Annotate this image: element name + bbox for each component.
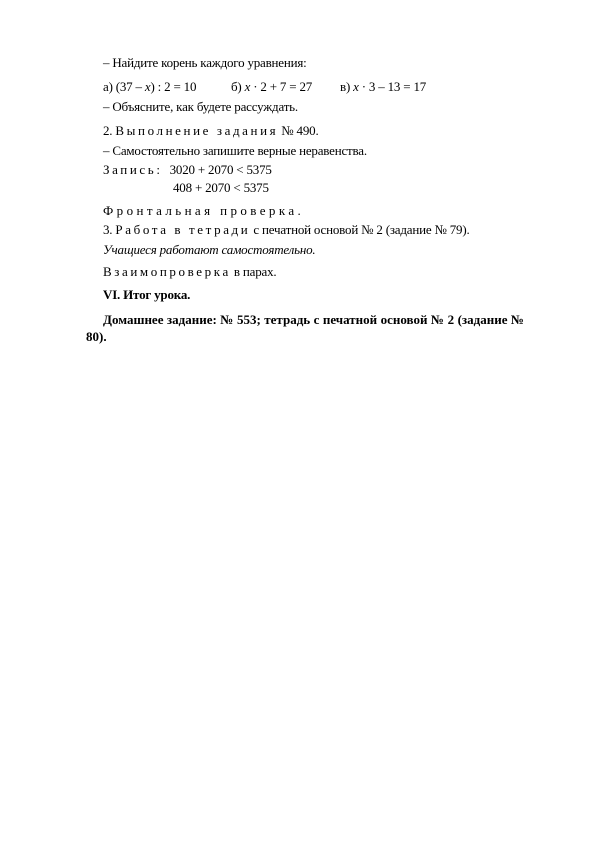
equation-a-prefix: а) (37 – (103, 79, 145, 94)
task-workbook-number: 3. (103, 222, 116, 237)
instruction-find-roots: – Найдите корень каждого уравнения: (103, 55, 307, 70)
equation-c (340, 79, 426, 95)
equation-b (231, 79, 312, 95)
inequality-2: 408 + 2070 < 5375 (173, 180, 269, 195)
students-work-independently: Учащиеся работают самостоятельно. (103, 242, 316, 257)
peer-review-rest: в парах. (230, 264, 277, 279)
homework-line-2: 80). (86, 329, 107, 344)
record-line-1 (103, 162, 272, 178)
equation-a-variable: x (144, 79, 151, 94)
equation-b-suffix: · 2 + 7 = 27 (250, 79, 313, 94)
lesson-summary-heading: VI. Итог урока. (103, 287, 191, 302)
equation-a-suffix: ) : 2 = 10 (150, 79, 197, 94)
task-490-heading (103, 123, 319, 139)
equation-a (103, 79, 196, 95)
equation-b-prefix: б) (231, 79, 245, 94)
instruction-explain: – Объясните, как будете рассуждать. (103, 99, 298, 114)
task-490-rest: № 490. (278, 123, 319, 138)
task-workbook-heading (103, 222, 470, 238)
equation-c-variable: x (353, 79, 359, 94)
peer-review-spaced-text: Взаимопроверка (103, 264, 231, 279)
instruction-write-inequalities: – Самостоятельно запишите верные неравенства. (103, 143, 367, 158)
inequality-1: 3020 + 2070 < 5375 (169, 162, 272, 177)
equation-b-variable: x (244, 79, 251, 94)
frontal-check: Фронтальная проверка. (103, 203, 305, 218)
task-490-spaced-text: Выполнение задания (115, 123, 279, 138)
task-workbook-spaced-text: Работа в тетради (115, 222, 251, 237)
task-workbook-rest: с печатной основой № 2 (задание № 79). (250, 222, 470, 237)
equation-c-suffix: · 3 – 13 = 17 (358, 79, 427, 94)
equation-c-prefix: в) (340, 79, 354, 94)
homework-paragraph (86, 311, 524, 345)
task-490-number: 2. (103, 123, 116, 138)
record-label: Запись: (103, 162, 163, 177)
homework-line-1: Домашнее задание: № 553; тетрадь с печатной основой № 2 (задание № (103, 312, 524, 327)
peer-review-line (103, 264, 276, 280)
